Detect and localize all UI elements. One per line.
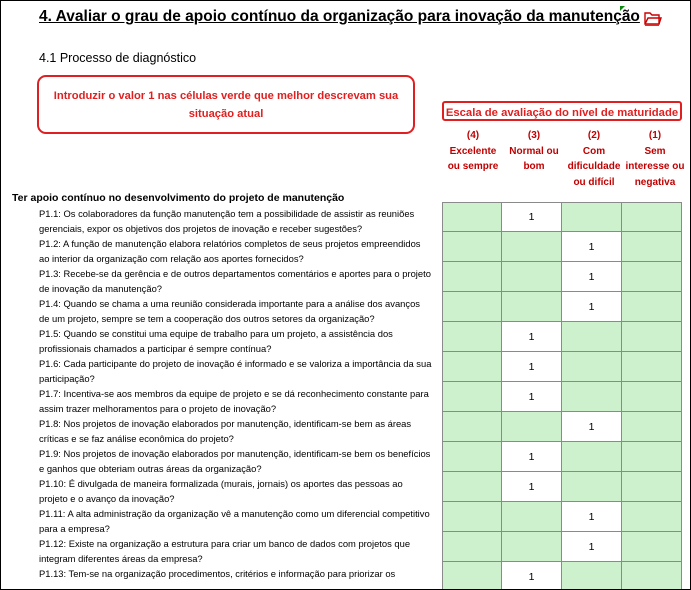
question-line: gerenciais, expor os objetivos dos projetos de inovação e receber sugestões? [39,223,363,234]
answer-cell[interactable]: 1 [502,442,562,472]
scale-level-number: (2) [587,130,601,141]
scale-level-label: Normal ou [509,145,559,157]
answer-cell[interactable] [622,562,682,590]
answer-cell[interactable] [502,292,562,322]
answer-cell[interactable] [562,472,622,502]
scale-title-box: Escala de avaliação do nível de maturidade [442,101,682,121]
answer-cell[interactable] [442,442,502,472]
answer-cell[interactable] [562,352,622,382]
question-text [39,536,441,566]
answer-cell[interactable] [442,202,502,232]
answer-row [442,472,686,502]
section-subtitle: 4.1 Processo de diagnóstico [39,51,197,65]
scale-level-label: dificuldade [567,161,621,172]
scale-column-header [564,128,624,190]
answer-row [442,442,686,472]
question-text [39,416,441,446]
answer-cell[interactable]: 1 [502,382,562,412]
answer-cell[interactable]: 1 [562,262,622,292]
answer-row [442,262,686,292]
answer-row [442,322,686,352]
question-text [39,386,441,416]
question-line: P1.4: Quando se chama a uma reunião considerada importante para a análise dos avanços [39,298,420,309]
answer-cell[interactable] [622,232,682,262]
question-text [39,326,441,356]
answer-row [442,562,686,590]
question-line: P1.8: Nos projetos de inovação elaborados por manutenção, identificam-se bem as áreas [39,418,412,429]
question-text [39,266,441,296]
answer-cell[interactable]: 1 [502,562,562,590]
scale-level-label: interesse ou [625,161,685,172]
answer-cell[interactable]: 1 [562,292,622,322]
answer-cell[interactable] [622,502,682,532]
answer-cell[interactable] [442,562,502,590]
question-text [39,236,441,266]
section-heading: Ter apoio contínuo no desenvolvimento do projeto de manutenção [12,192,345,204]
answer-cell[interactable] [562,562,622,590]
question-line: P1.3: Recebe-se da gerência e de outros departamentos comentários e aportes para o projeto [39,268,431,279]
answer-row [442,502,686,532]
answer-cell[interactable] [502,502,562,532]
answer-cell[interactable] [502,412,562,442]
answer-cell[interactable] [442,232,502,262]
question-text [39,356,441,386]
answer-cell[interactable]: 1 [562,412,622,442]
answer-cell[interactable] [622,322,682,352]
answer-cell[interactable] [442,262,502,292]
scale-column-header [504,128,564,175]
answer-row [442,292,686,322]
question-text [39,506,441,536]
answer-row [442,352,686,382]
answer-cell[interactable] [442,412,502,442]
question-text [39,566,441,581]
page-title: 4. Avaliar o grau de apoio contínuo da organização para inovação da manutenção [39,8,640,25]
scale-level-label: Com [582,145,606,157]
scale-level-label: Sem [644,145,666,157]
answer-cell[interactable] [442,352,502,382]
answer-cell[interactable] [442,292,502,322]
scale-level-label: Excelente [449,145,497,157]
question-line: P1.5: Quando se constitui uma equipe de trabalho para um projeto, a assistência dos [39,328,393,339]
question-line: P1.2: A função de manutenção elabora relatórios completos de seus projetos empreendidos [39,238,421,249]
answer-cell[interactable]: 1 [502,322,562,352]
question-line: ao interior da organização com relação aos aportes fornecidos? [39,253,304,264]
answer-cell[interactable]: 1 [562,532,622,562]
folder-icon[interactable] [644,10,662,26]
question-line: P1.13: Tem-se na organização procedimentos, critérios e informação para priorizar os [39,568,396,579]
answer-cell[interactable] [502,262,562,292]
answer-cell[interactable] [442,322,502,352]
question-line: P1.11: A alta administração da organização vê a manutenção como um diferencial competitivo [39,508,430,519]
question-text [39,476,441,506]
answer-cell[interactable] [622,202,682,232]
answer-cell[interactable]: 1 [502,352,562,382]
question-line: participação? [39,373,95,384]
question-line: críticas e se faz análise econômica do projeto? [39,433,234,444]
question-line: profissionais chamados a participar é sempre contínua? [39,343,272,354]
question-line: integram diferentes áreas da empresa? [39,553,203,564]
answer-cell[interactable] [622,352,682,382]
answer-cell[interactable] [622,472,682,502]
scale-level-number: (1) [648,130,662,141]
answer-cell[interactable] [442,472,502,502]
instruction-text-line1: Introduzir o valor 1 nas células verde que melhor descrevam sua [53,89,399,102]
answer-row [442,412,686,442]
answer-grid [442,202,686,590]
question-line: para a empresa? [39,523,110,534]
question-line: de inovação da manutenção? [39,283,163,294]
comment-marker [620,6,625,11]
question-line: projeto e o avanço da inovação? [39,493,175,504]
scale-level-label: ou difícil [573,176,615,188]
question-line: de um projeto, sempre se tem a cooperação dos outros setores da organização? [39,313,375,324]
question-text [39,446,441,476]
question-text [39,206,441,236]
question-line: e ganhos que obteriam outras áreas da organização? [39,463,262,474]
answer-row [442,232,686,262]
answer-cell[interactable] [502,232,562,262]
answer-cell[interactable] [562,442,622,472]
answer-cell[interactable] [502,532,562,562]
scale-level-label: bom [523,161,545,172]
scale-level-number: (3) [527,130,541,141]
answer-cell[interactable] [622,412,682,442]
answer-cell[interactable] [562,202,622,232]
scale-level-label: ou sempre [447,161,499,172]
question-line: P1.6: Cada participante do projeto de inovação é informado e se valoriza a importância da sua [39,358,432,369]
question-text [39,296,441,326]
answer-cell[interactable] [622,442,682,472]
answer-cell[interactable] [622,532,682,562]
scale-level-number: (4) [466,130,480,141]
instruction-box [37,75,415,134]
answer-cell[interactable]: 1 [562,502,622,532]
question-line: P1.7: Incentiva-se aos membros da equipe de projeto e se dá reconhecimento constante para [39,388,429,399]
answer-cell[interactable]: 1 [562,232,622,262]
question-line: P1.1: Os colaboradores da função manutenção tem a possibilidade de assistir as reuniões [39,208,415,219]
answer-cell[interactable] [442,502,502,532]
answer-row [442,202,686,232]
instruction-text-line2: situação atual [188,107,264,120]
answer-cell[interactable] [622,382,682,412]
question-line: P1.12: Existe na organização a estrutura para criar um banco de dados com projetos que [39,538,411,549]
question-line: P1.9: Nos projetos de inovação elaborados por manutenção, identificam-se bem os benefícios [39,448,431,459]
question-line: assim trazer melhoramentos para o projeto de inovação? [39,403,277,414]
answer-cell[interactable] [442,532,502,562]
scale-column-header [443,128,503,175]
answer-cell[interactable] [622,262,682,292]
scale-level-label: negativa [634,176,676,188]
answer-cell[interactable]: 1 [502,472,562,502]
answer-cell[interactable] [562,322,622,352]
question-line: P1.10: É divulgada de maneira formalizada (murais, jornais) os aportes das pessoas ao [39,478,403,489]
answer-cell[interactable] [562,382,622,412]
scale-column-header [625,128,685,190]
answer-cell[interactable] [622,292,682,322]
answer-cell[interactable]: 1 [502,202,562,232]
answer-cell[interactable] [442,382,502,412]
answer-row [442,532,686,562]
answer-row [442,382,686,412]
